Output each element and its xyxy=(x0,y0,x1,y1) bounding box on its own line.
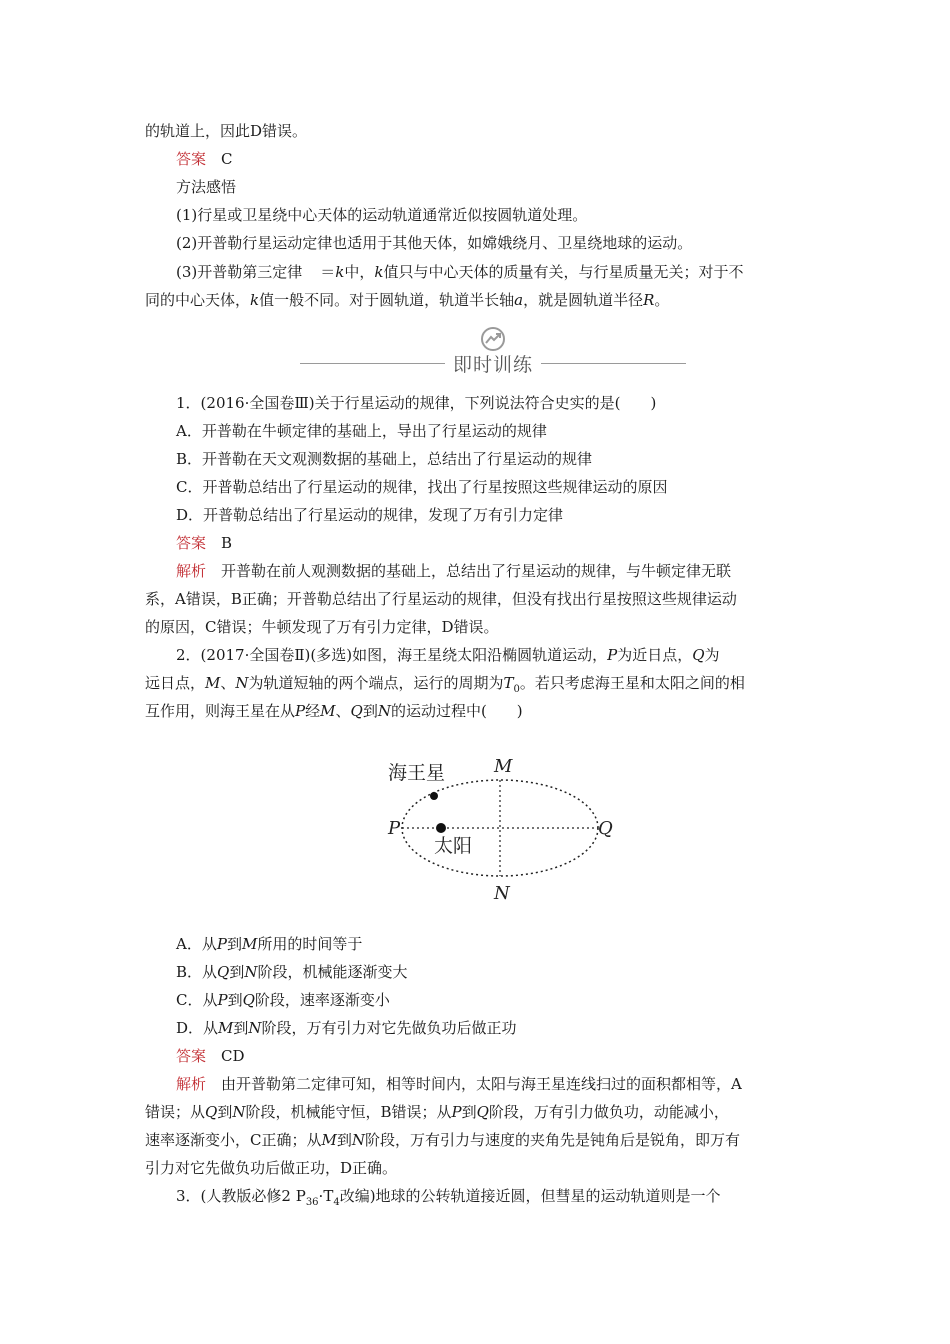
point-n-label: N xyxy=(494,883,510,904)
option-d: D．从M到N阶段，万有引力对它先做负功后做正功 xyxy=(176,1019,517,1037)
answer-line: 答案 B xyxy=(176,534,233,552)
planet-dot xyxy=(430,792,438,800)
point-p-label: P xyxy=(388,818,401,839)
text-line: 速率逐渐变小，C正确；从M到N阶段，万有引力与速度的夹角先是钝角后是锐角，即万有 xyxy=(145,1131,740,1149)
kepler-fraction xyxy=(302,265,320,281)
text-line: 系，A错误，B正确；开普勒总结出了行星运动的规律，但没有找出行星按照这些规律运动 xyxy=(145,590,737,608)
answer-label: 答案 xyxy=(176,534,207,552)
answer-line: 答案 CD xyxy=(176,1047,245,1065)
text-line: 的原因，C错误；牛顿发现了万有引力定律，D错误。 xyxy=(145,618,499,636)
text-line: 引力对它先做负功后做正功，D正确。 xyxy=(145,1159,398,1177)
orbit-diagram xyxy=(376,738,624,926)
section-banner xyxy=(300,322,686,384)
section-title: 即时训练 xyxy=(452,354,533,376)
method-point-1: (1)行星或卫星绕中心天体的运动轨道通常近似按圆轨道处理。 xyxy=(176,206,588,224)
point-q-label: Q xyxy=(598,818,613,839)
analysis-line: 解析 由开普勒第二定律可知，相等时间内，太阳与海王星连线扫过的面积都相等，A xyxy=(176,1075,742,1093)
option-c: C．从P到Q阶段，速率逐渐变小 xyxy=(176,991,390,1009)
point-m-label: M xyxy=(494,756,513,777)
method-title: 方法感悟 xyxy=(176,178,237,196)
answer-label: 答案 xyxy=(176,150,207,168)
analysis-label: 解析 xyxy=(176,562,207,580)
planet-label: 海王星 xyxy=(388,762,446,784)
answer-label: 答案 xyxy=(176,1047,207,1065)
text-line: 互作用，则海王星在从P经M、Q到N的运动过程中( ) xyxy=(145,702,523,720)
sun-label: 太阳 xyxy=(434,835,473,857)
question-2-stem: 2．(2017·全国卷Ⅱ)(多选)如图，海王星绕太阳沿椭圆轨道运动，P为近日点，Q为 xyxy=(176,646,720,664)
method-point-2: (2)开普勒行星运动定律也适用于其他天体，如嫦娥绕月、卫星绕地球的运动。 xyxy=(176,234,693,252)
text-line: 远日点，M、N为轨道短轴的两个端点，运行的周期为$T_0$。若只考虑海王星和太阳之间的相 xyxy=(145,674,745,695)
analysis-label: 解析 xyxy=(176,1075,207,1093)
option-b: B．从Q到N阶段，机械能逐渐变大 xyxy=(176,963,408,981)
option-b: B．开普勒在天文观测数据的基础上，总结出了行星运动的规律 xyxy=(176,450,593,468)
text-line: 的轨道上，因此D错误。 xyxy=(145,122,308,140)
answer-line: 答案 C xyxy=(176,150,233,168)
option-c: C．开普勒总结出了行星运动的规律，找出了行星按照这些规律运动的原因 xyxy=(176,478,668,496)
text-line: 同的中心天体，k值一般不同。对于圆轨道，轨道半长轴a，就是圆轨道半径R。 xyxy=(145,291,670,309)
question-3-stem: 3．(人教版必修2 $P_{36}\cdot T_4$改编)地球的公转轨道接近圆，但彗星的运动轨道则是一个 xyxy=(176,1187,721,1208)
method-point-3: (3)开普勒第三定律 ＝k中，k值只与中心天体的质量有关，与行星质量无关；对于不 xyxy=(176,263,744,281)
chart-trend-icon xyxy=(480,326,506,352)
question-1-stem: 1．(2016·全国卷Ⅲ)关于行星运动的规律，下列说法符合史实的是( ) xyxy=(176,394,657,412)
option-a: A．从P到M所用的时间等于 xyxy=(176,935,363,953)
sun-dot xyxy=(436,823,446,833)
option-d: D．开普勒总结出了行星运动的规律，发现了万有引力定律 xyxy=(176,506,564,524)
option-a: A．开普勒在牛顿定律的基础上，导出了行星运动的规律 xyxy=(176,422,547,440)
text-line: 错误；从Q到N阶段，机械能守恒，B错误；从P到Q阶段，万有引力做负功，动能减小， xyxy=(145,1103,729,1121)
analysis-line: 解析 开普勒在前人观测数据的基础上，总结出了行星运动的规律，与牛顿定律无联 xyxy=(176,562,732,580)
